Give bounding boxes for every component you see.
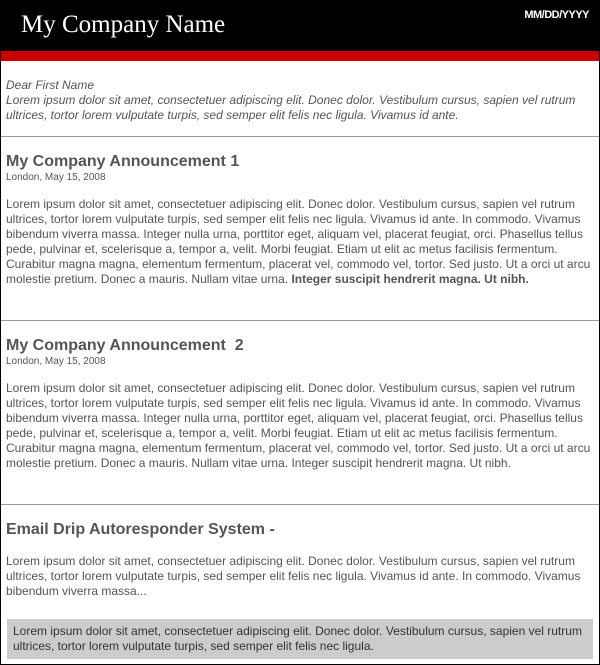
section-title: Email Drip Autoresponder System - [6, 521, 275, 538]
announcement-location: London, May 15, 2008 [6, 172, 106, 183]
callout-box: Lorem ipsum dolor sit amet, consectetuer adipiscing elit. Donec dolor. Vestibulum cursus, sapien vel rutrum ultrices, tortor lorem vulputate turpis, sed semper elit felis nec ligula. [7, 619, 593, 659]
announcement-location: London, May 15, 2008 [6, 356, 106, 367]
announcement-1 [1, 137, 599, 321]
salutation: Dear First Name [6, 78, 95, 92]
announcement-title: My Company Announcement 1 [6, 153, 240, 170]
announcement-2 [1, 321, 599, 505]
section-body: Lorem ipsum dolor sit amet, consectetuer adipiscing elit. Donec dolor. Vestibulum cursus, sapien vel rutrum ultrices, tortor lorem vulputate turpis, sed semper elit felis nec ligula. Vivamus id ante. In commodo. Vivamus bibendum viverra massa... [6, 554, 581, 598]
greeting-text: Lorem ipsum dolor sit amet, consectetuer adipiscing elit. Donec dolor. Vestibulum cursus, sapien vel rutrum ultrices, tortor lorem vulputate turpis, sed semper elit felis nec ligula. Vivamus id ante. [6, 93, 576, 122]
announcement-body [6, 197, 594, 287]
autoresponder-section [1, 505, 599, 659]
company-name: My Company Name [21, 11, 226, 38]
body-text: Lorem ipsum dolor sit amet, consectetuer adipiscing elit. Donec dolor. Vestibulum cursus, sapien vel rutrum ultrices, tortor lorem vulputate turpis, sed semper elit felis nec ligula. Vivamus id ante. In commodo. Vivamus bibendum viverra massa. Integer nulla urna, porttitor eget, aliquam vel, placerat feugiat, orci. Phasellus tellus pede, pulvinar et, scelerisque a, tempor a, velit. Morbi feugiat. Etiam ut elit ac metus facilisis fermentum. Curabitur magna magna, elementum fermentum, placerat vel, commodo vel, tortor. Sed justo. Ut a orci ut arcu molestie pretium. Donec a mauris. Nullam vitae urna. [6, 197, 591, 286]
announcement-title: My Company Announcement 2 [6, 337, 244, 354]
date: MM/DD/YYYY [524, 9, 589, 21]
body-bold-text: Integer suscipit hendrerit magna. Ut nibh. [291, 272, 529, 286]
accent-bar [1, 51, 599, 61]
greeting [1, 61, 599, 137]
header [1, 1, 599, 51]
announcement-body: Lorem ipsum dolor sit amet, consectetuer adipiscing elit. Donec dolor. Vestibulum cursus, sapien vel rutrum ultrices, tortor lorem vulputate turpis, sed semper elit felis nec ligula. Vivamus id ante. In commodo. Vivamus bibendum viverra massa. Integer nulla urna, porttitor eget, aliquam vel, placerat feugiat, orci. Phasellus tellus pede, pulvinar et, scelerisque a, tempor a, velit. Morbi feugiat. Etiam ut elit ac metus facilisis fermentum. Curabitur magna magna, elementum fermentum, placerat vel, commodo vel, tortor. Sed justo. Ut a orci ut arcu molestie pretium. Donec a mauris. Nullam vitae urna. Integer suscipit hendrerit magna. Ut nibh. [6, 381, 591, 470]
